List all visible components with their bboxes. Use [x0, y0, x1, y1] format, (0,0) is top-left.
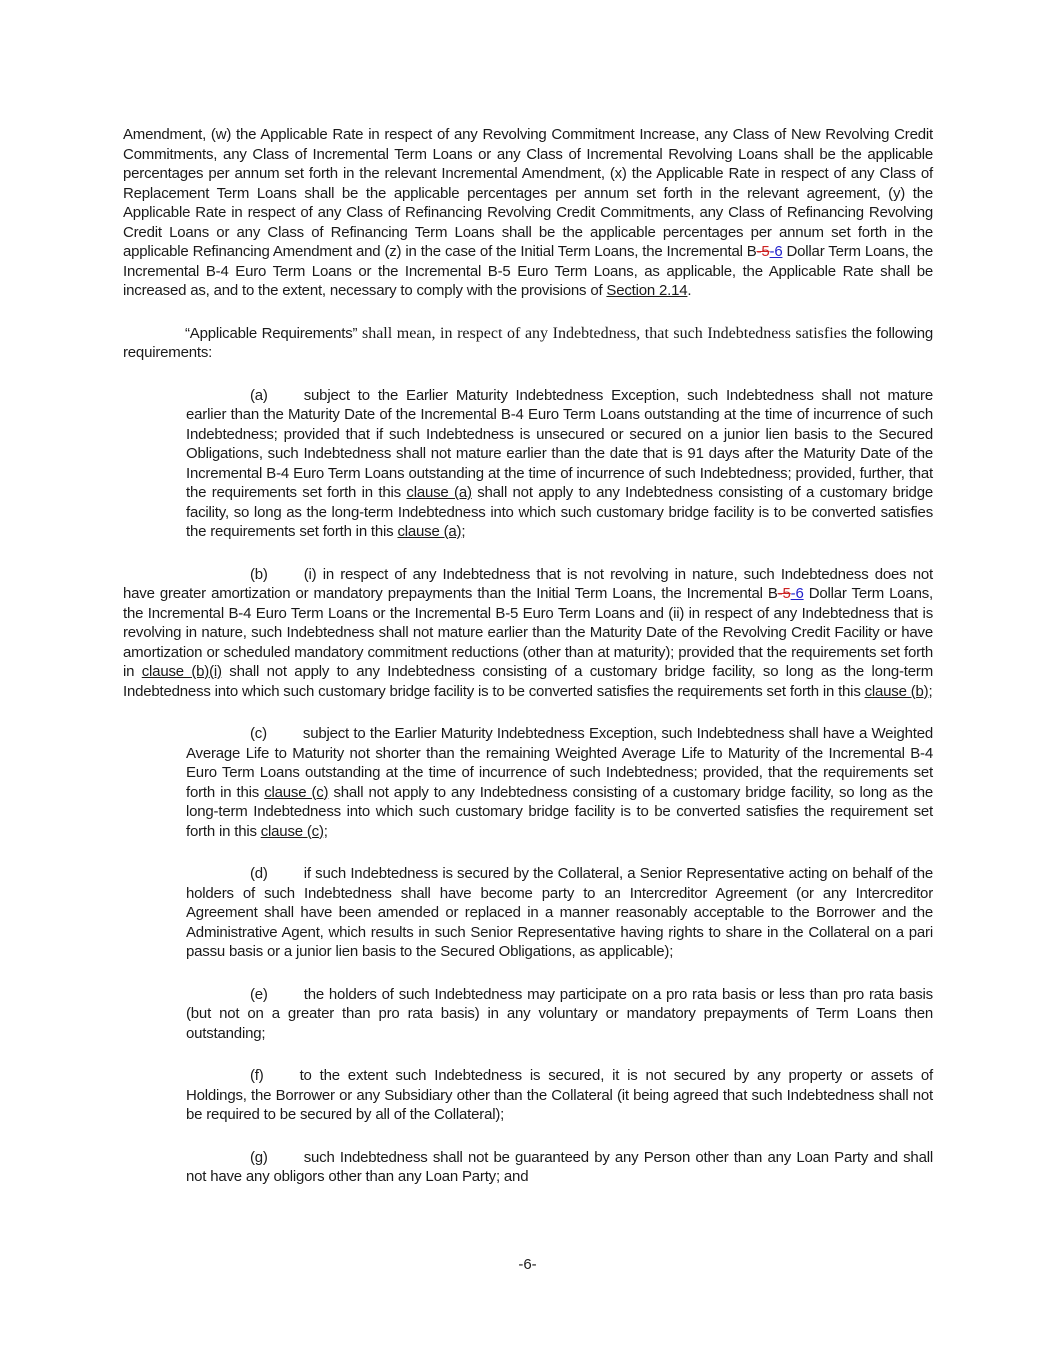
deleted-text: -5: [756, 243, 770, 260]
clause-reference: clause (c): [264, 783, 329, 801]
clause-reference: clause (c): [260, 822, 324, 840]
text-run: Amendment, (w) the Applicable Rate in respect of any Revolving Commitment Increase, any Class of New Revolving Credit Commitments, any Class of Incremental Term Loans or any Class of Incremental Revolving Loans shall be the applicable percentages per annum set forth in the relevant Incremental Amendment, (x) the Applicable Rate in respect of any Class of Replacement Term Loans shall be the applicable percentages per annum set forth in the relevant agreement, (y) the Applicable Rate in respect of any Class of Refinancing Revolving Credit Commitments, any Class of Refinancing Revolving Credit Loans or any Class of Refinancing Term Loans shall be the applicable percentages per annum set forth in the applicable Refinancing Amendment and (z) in the case of the Initial Term Loans, the Incremental B: [123, 126, 933, 260]
text-run: ;: [928, 682, 933, 700]
text-run: ;: [323, 822, 328, 840]
clause-reference: clause (b): [864, 682, 929, 700]
text-run: if such Indebtedness is secured by the Collateral, a Senior Representative acting on behalf of the holders of such Indebtedness shall have become party to an Intercreditor Agreement (or any Intercreditor Agreement shall have been amended or replaced in a manner reasonably acceptable to the Borrower and the Administrative Agent, which results in such Senior Representative having rights to share in the Collateral on a pari passu basis or a junior lien basis to the Secured Obligations, as applicable);: [186, 865, 933, 960]
clause-f: [186, 1066, 933, 1125]
text-run: shall not apply to any Indebtedness consisting of a customary bridge facility, so long as the long-term Indebtedness into which such customary bridge facility is to be converted satisfies the requirements set forth in this: [186, 484, 933, 540]
text-run: .: [687, 282, 692, 299]
clause-label: (d): [250, 865, 268, 882]
clause-label: (g): [250, 1148, 268, 1166]
clause-d: [186, 864, 933, 962]
clause-reference: clause (a): [397, 523, 462, 540]
text-run: the holders of such Indebtedness may participate on a pro rata basis or less than pro rata basis (but not on a greater than pro rata basis) in any voluntary or mandatory prepayments of Term Loans then outstanding;: [186, 985, 933, 1042]
paragraph-applicable-rate: [123, 125, 933, 301]
defined-term: “Applicable Requirements”: [185, 324, 358, 342]
clause-g: [186, 1148, 933, 1187]
clause-reference: clause (a): [406, 484, 472, 501]
section-reference: Section 2.14: [606, 282, 688, 299]
clause-c: [186, 724, 933, 841]
text-run: ;: [461, 523, 466, 540]
page-number: -6-: [518, 1256, 537, 1273]
text-run: Dollar Term Loans, the Incremental B-4 Euro Term Loans or the Incremental B-5 Euro Term Loans, as applicable, the Applicable Rate shall be increased as, and to the extent, necessary to comply with the provisions of: [123, 243, 933, 299]
clause-reference: clause (b)(i): [141, 663, 222, 680]
deleted-text: -5: [777, 585, 791, 602]
text-run: shall mean, in respect of any Indebtedness, that such Indebtedness satisfies: [357, 324, 848, 342]
clause-label: (c): [250, 725, 267, 742]
text-run: subject to the Earlier Maturity Indebtedness Exception, such Indebtedness shall have a Weighted Average Life to Maturity not shorter than the remaining Weighted Average Life to Maturity of the Incremental B-4 Euro Term Loans outstanding at the time of incurrence of such Indebtedness; provided, that the requirements set forth in this: [186, 725, 933, 801]
text-run: shall not apply to any Indebtedness consisting of a customary bridge facility, so long as the long-term Indebtedness into which such customary bridge facility is to be converted satisfies the requirement set forth in this: [186, 783, 933, 840]
clause-e: [186, 985, 933, 1044]
clause-label: (a): [250, 386, 268, 404]
text-run: to the extent such Indebtedness is secured, it is not secured by any property or assets of Holdings, the Borrower or any Subsidiary other than the Collateral (it being agreed that such Indebtedness shall not be required to be secured by all of the Collateral);: [186, 1067, 933, 1123]
clause-a: [186, 386, 933, 542]
clause-label: (b): [250, 565, 268, 583]
text-run: the following requirements:: [123, 324, 933, 361]
text-run: shall not apply to any Indebtedness consisting of a customary bridge facility, so long as the long-term Indebtedness into which such customary bridge facility is to be converted satisfies the requirements set forth in this: [123, 663, 933, 700]
paragraph-applicable-requirements-intro: [123, 324, 933, 363]
inserted-text: -6: [790, 585, 804, 602]
clause-b: [123, 565, 933, 702]
text-run: (i) in respect of any Indebtedness that is not revolving in nature, such Indebtedness does not have greater amortization or mandatory prepayments than the Initial Term Loans, the Incremental B: [123, 565, 933, 602]
inserted-text: -6: [769, 243, 783, 260]
text-run: Dollar Term Loans, the Incremental B-4 Euro Term Loans or the Incremental B-5 Euro Term Loans and (ii) in respect of any Indebtedness that is revolving in nature, such Indebtedness shall not mature earlier than the Maturity Date of the Revolving Credit Facility or have amortization or scheduled mandatory commitment reductions (other than at maturity); provided that the requirements set forth in: [123, 585, 934, 680]
text-run: such Indebtedness shall not be guaranteed by any Person other than any Loan Party and shall not have any obligors other than any Loan Party; and: [186, 1148, 933, 1185]
text-run: subject to the Earlier Maturity Indebtedness Exception, such Indebtedness shall not mature earlier than the Maturity Date of the Incremental B-4 Euro Term Loans outstanding at the time of incurrence of such Indebtedness; provided that if such Indebtedness is unsecured or secured on a junior lien basis to the Secured Obligations, such Indebtedness shall not mature earlier than the date that is 91 days after the Maturity Date of the Incremental B-4 Euro Term Loans outstanding at the time of incurrence of such Indebtedness; provided, further, that the requirements set forth in this: [186, 386, 933, 501]
clause-label: (f): [250, 1067, 264, 1084]
clause-label: (e): [250, 985, 268, 1003]
document-body: [123, 125, 933, 1210]
